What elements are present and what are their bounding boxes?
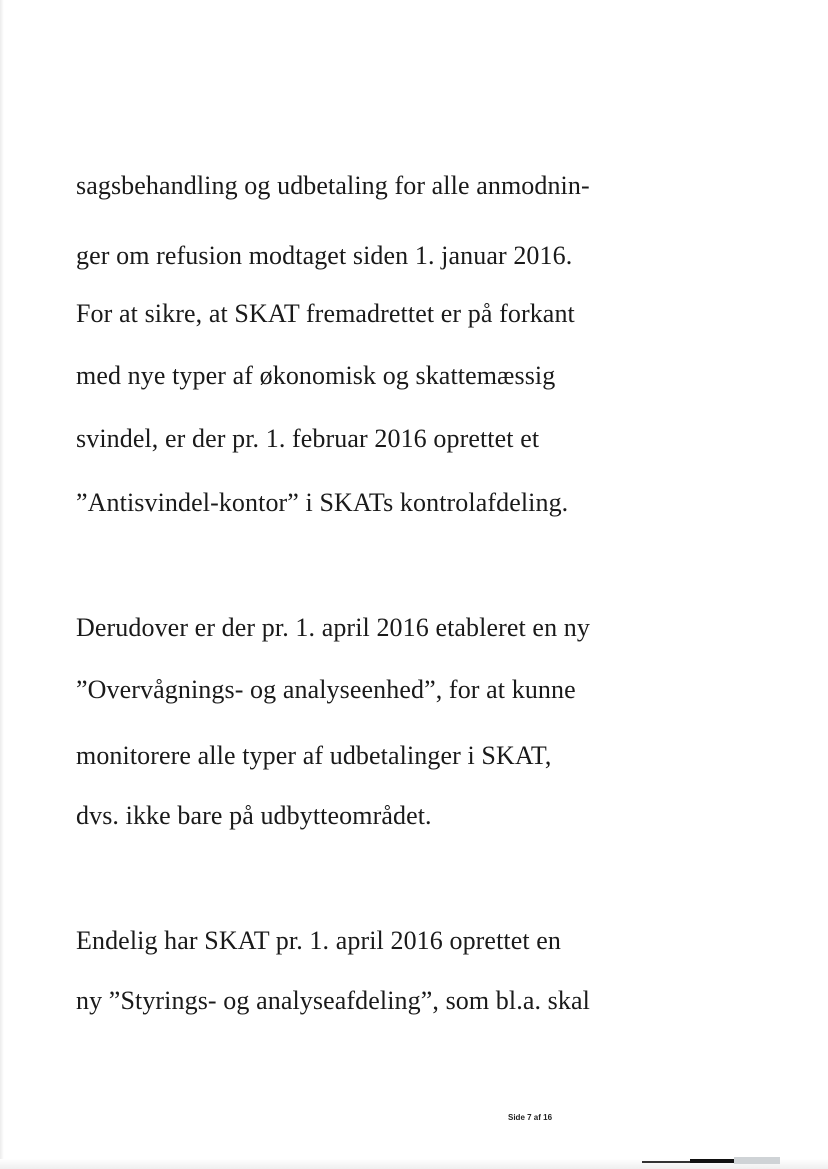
paragraph-2-line-3: monitorere alle typer af udbetalinger i SKAT, [76,741,552,770]
paragraph-1-line-5: svindel, er der pr. 1. februar 2016 oprettet et [76,424,540,453]
paragraph-1-line-6: ”Antisvindel-kontor” i SKATs kontrolafdeling. [76,488,569,517]
paragraph-2-line-4: dvs. ikke bare på udbytteområdet. [76,801,432,830]
paragraph-3-line-1: Endelig har SKAT pr. 1. april 2016 oprettet en [76,926,562,955]
footer-rule-thick [690,1159,734,1163]
paragraph-1-line-1: sagsbehandling og udbetaling for alle anmodnin- [76,171,590,200]
paragraph-2-line-1: Derudover er der pr. 1. april 2016 etableret en ny [76,613,590,642]
footer-logo-mark [734,1157,780,1164]
page-left-edge [0,0,4,1169]
paragraph-1-line-3: For at sikre, at SKAT fremadrettet er på forkant [76,299,575,328]
footer-rule-thin [642,1161,692,1163]
paragraph-3-line-2: ny ”Styrings- og analyseafdeling”, som bl.a. skal [76,986,590,1015]
paragraph-1-line-2: ger om refusion modtaget siden 1. januar 2016. [76,241,573,270]
paragraph-1-line-4: med nye typer af økonomisk og skattemæssig [76,361,556,390]
paragraph-2-line-2: ”Overvågnings- og analyseenhed”, for at kunne [76,675,576,704]
page-number: Side 7 af 16 [508,1113,553,1122]
